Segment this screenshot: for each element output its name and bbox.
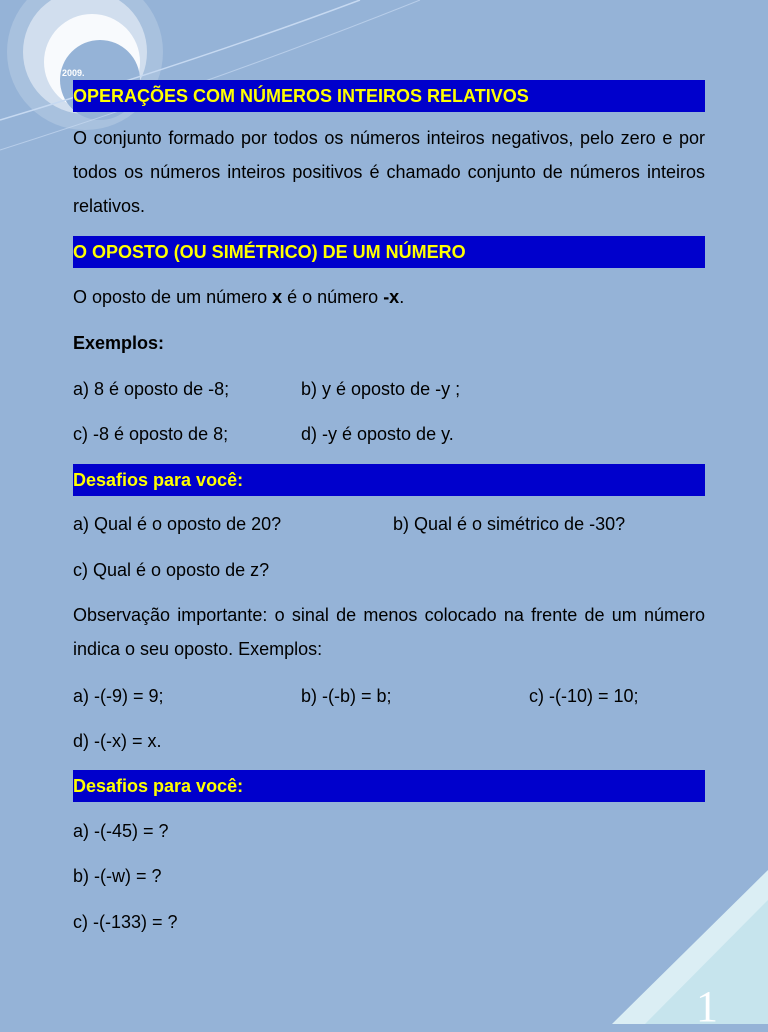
examples-label: Exemplos: [73, 333, 165, 353]
challenge-title-2: Desafios para você: [73, 770, 705, 802]
challenge2-question-a: a) -(-45) = ? [73, 821, 169, 841]
example-a: a) 8 é oposto de -8; [73, 379, 230, 399]
opposite-definition: O oposto de um número x é o número -x. [73, 287, 405, 307]
challenge2-question-b: b) -(-w) = ? [73, 866, 162, 886]
intro-paragraph: O conjunto formado por todos os números inteiros negativos, pelo zero e por todos os números inteiros positivos é chamado conjunto de números inteiros relativos. [73, 128, 705, 216]
header-year: 2009. [62, 68, 85, 78]
challenge1-question-b: b) Qual é o simétrico de -30? [393, 514, 626, 534]
observation-example-a: a) -(-9) = 9; [73, 686, 164, 706]
section-title-opposite: O OPOSTO (OU SIMÉTRICO) DE UM NÚMERO [73, 236, 705, 268]
challenge1-question-c: c) Qual é o oposto de z? [73, 560, 270, 580]
example-d: d) -y é oposto de y. [301, 424, 454, 444]
challenge2-question-c: c) -(-133) = ? [73, 912, 178, 932]
observation-example-c: c) -(-10) = 10; [529, 686, 639, 706]
challenge-title-1: Desafios para você: [73, 464, 705, 496]
example-c: c) -8 é oposto de 8; [73, 424, 229, 444]
observation-example-b: b) -(-b) = b; [301, 686, 392, 706]
challenge1-question-a: a) Qual é o oposto de 20? [73, 514, 282, 534]
observation-example-d: d) -(-x) = x. [73, 731, 162, 751]
page-number: 1 [696, 982, 718, 1031]
section-title-operations: OPERAÇÕES COM NÚMEROS INTEIROS RELATIVOS [73, 80, 705, 112]
example-b: b) y é oposto de -y ; [301, 379, 461, 399]
observation-paragraph: Observação importante: o sinal de menos colocado na frente de um número indica o seu oposto. Exemplos: [73, 605, 705, 659]
